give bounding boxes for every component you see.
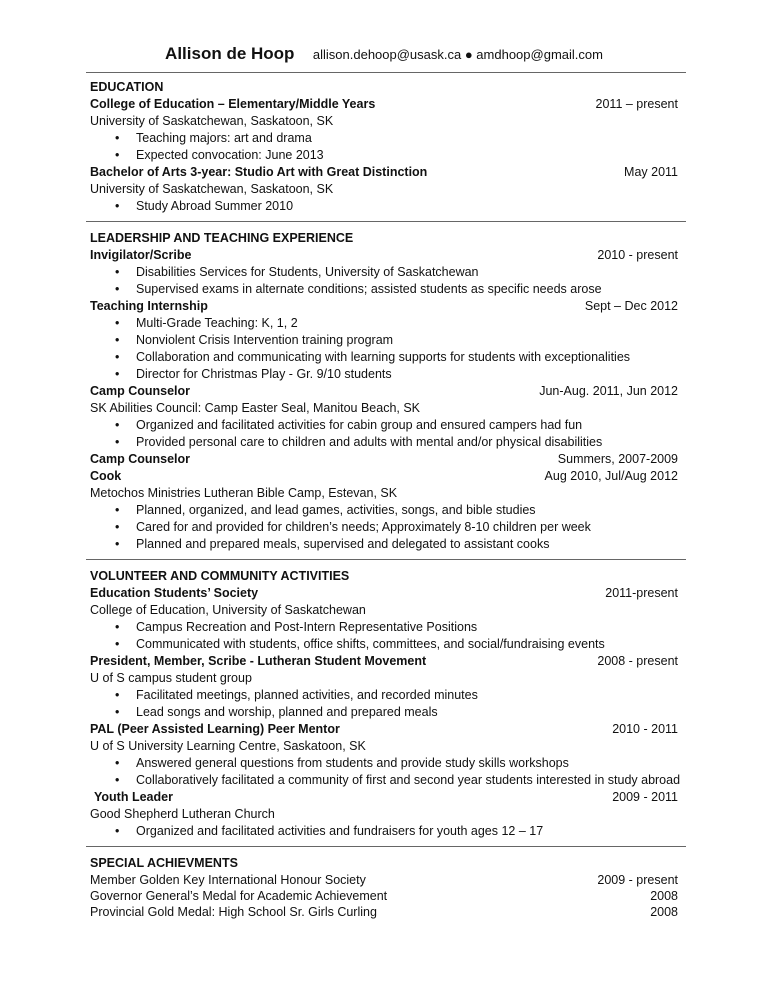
contact-emails: allison.dehoop@usask.ca ● amdhoop@gmail.com (312, 47, 603, 62)
entry-title: Camp Counselor (90, 452, 191, 466)
achievement-date: 2008 (650, 889, 678, 903)
resume-section (90, 568, 682, 840)
resume-section (90, 230, 682, 553)
bullet-item: • Collaboration and communicating with learning supports for students with exceptionalities (90, 349, 682, 366)
resume-header (0, 44, 768, 64)
bullet-item: • Teaching majors: art and drama (90, 130, 682, 147)
section-title: VOLUNTEER AND COMMUNITY ACTIVITIES (90, 569, 350, 583)
entry-title: President, Member, Scribe - Lutheran Student Movement (90, 654, 427, 668)
bullet-item: • Cared for and provided for children’s needs; Approximately 8-10 children per week (90, 519, 682, 536)
bullet-item: • Organized and facilitated activities for cabin group and ensured campers had fun (90, 417, 682, 434)
bullet-item: • Answered general questions from students and provide study skills workshops (90, 755, 682, 772)
bullet-item: • Planned and prepared meals, supervised and delegated to assistant cooks (90, 536, 682, 553)
entry-header-row (90, 451, 682, 468)
entry-title: Education Students’ Society (90, 586, 259, 600)
section-title: LEADERSHIP AND TEACHING EXPERIENCE (90, 231, 354, 245)
entry-organization: College of Education, University of Saskatchewan (90, 603, 366, 617)
entry-title: Youth Leader (94, 790, 173, 804)
bullet-item: • Communicated with students, office shifts, committees, and social/fundraising events (90, 636, 682, 653)
bullet-item: • Facilitated meetings, planned activities, and recorded minutes (90, 687, 682, 704)
section-divider (86, 846, 686, 847)
entry-header-row (90, 96, 682, 113)
achievement-text: Provincial Gold Medal: High School Sr. Girls Curling (90, 905, 377, 919)
achievement-row (90, 872, 682, 888)
resume-section (90, 855, 682, 920)
entry-title: Invigilator/Scribe (90, 248, 192, 262)
section-title: SPECIAL ACHIEVMENTS (90, 856, 238, 870)
entry-bullet-list (90, 315, 682, 383)
entry-header-row (90, 653, 682, 670)
entry-date: Jun-Aug. 2011, Jun 2012 (539, 384, 678, 398)
entry-organization: U of S University Learning Centre, Saskatoon, SK (90, 739, 366, 753)
entry-header-row (90, 383, 682, 400)
entry-date: 2010 - 2011 (612, 722, 678, 736)
entry-date: Summers, 2007-2009 (557, 452, 678, 466)
achievement-row (90, 888, 682, 904)
bullet-item: • Collaboratively facilitated a community of first and second year students interested in study abroad (90, 772, 682, 789)
entry-title: College of Education – Elementary/Middle Years (90, 97, 376, 111)
entry-header-row (90, 468, 682, 485)
entry-title: Camp Counselor (90, 384, 191, 398)
resume-section (90, 79, 682, 215)
bullet-item: • Campus Recreation and Post-Intern Representative Positions (90, 619, 682, 636)
entry-date: 2011 – present (595, 97, 678, 111)
achievement-date: 2009 - present (597, 873, 678, 887)
entry-bullet-list (90, 417, 682, 451)
entry-bullet-list (90, 198, 682, 215)
entry-date: May 2011 (624, 165, 678, 179)
entry-bullet-list (90, 687, 682, 721)
entry-bullet-list (90, 502, 682, 553)
achievement-text: Member Golden Key International Honour Society (90, 873, 366, 887)
achievement-text: Governor General’s Medal for Academic Achievement (90, 889, 388, 903)
entry-date: Aug 2010, Jul/Aug 2012 (544, 469, 678, 483)
bullet-item: • Nonviolent Crisis Intervention training program (90, 332, 682, 349)
bullet-item: • Organized and facilitated activities and fundraisers for youth ages 12 – 17 (90, 823, 682, 840)
entry-date: 2011-present (605, 586, 678, 600)
entry-date: 2010 - present (597, 248, 678, 262)
entry-header-row (90, 298, 682, 315)
entry-header-row (90, 721, 682, 738)
entry-organization: Metochos Ministries Lutheran Bible Camp, Estevan, SK (90, 486, 398, 500)
bullet-item: • Provided personal care to children and adults with mental and/or physical disabilities (90, 434, 682, 451)
entry-title: Teaching Internship (90, 299, 208, 313)
entry-title: Cook (90, 469, 122, 483)
entry-bullet-list (90, 264, 682, 298)
bullet-item: • Expected convocation: June 2013 (90, 147, 682, 164)
bullet-item: • Multi-Grade Teaching: K, 1, 2 (90, 315, 682, 332)
entry-bullet-list (90, 619, 682, 653)
entry-date: 2008 - present (597, 654, 678, 668)
applicant-name: Allison de Hoop (165, 44, 295, 63)
entry-title: PAL (Peer Assisted Learning) Peer Mentor (90, 722, 340, 736)
entry-organization: Good Shepherd Lutheran Church (90, 807, 275, 821)
entry-date: Sept – Dec 2012 (584, 299, 678, 313)
entry-header-row (90, 164, 682, 181)
entry-date: 2009 - 2011 (612, 790, 678, 804)
entry-header-row (90, 585, 682, 602)
entry-organization: U of S campus student group (90, 671, 252, 685)
entry-organization: SK Abilities Council: Camp Easter Seal, Manitou Beach, SK (90, 401, 421, 415)
bullet-item: • Lead songs and worship, planned and prepared meals (90, 704, 682, 721)
section-title: EDUCATION (90, 80, 164, 94)
bullet-item: • Planned, organized, and lead games, activities, songs, and bible studies (90, 502, 682, 519)
bullet-item: • Director for Christmas Play - Gr. 9/10 students (90, 366, 682, 383)
achievement-date: 2008 (650, 905, 678, 919)
bullet-item: • Supervised exams in alternate conditions; assisted students as specific needs arose (90, 281, 682, 298)
entry-organization: University of Saskatchewan, Saskatoon, SK (90, 114, 334, 128)
entry-organization: University of Saskatchewan, Saskatoon, SK (90, 182, 334, 196)
entry-bullet-list (90, 130, 682, 164)
entry-title: Bachelor of Arts 3-year: Studio Art with Great Distinction (90, 165, 428, 179)
section-divider (86, 221, 686, 222)
achievement-row (90, 904, 682, 920)
resume-body (90, 79, 682, 935)
bullet-item: • Study Abroad Summer 2010 (90, 198, 682, 215)
entry-bullet-list (90, 755, 682, 789)
entry-header-row (90, 789, 682, 806)
section-divider (86, 559, 686, 560)
entry-header-row (90, 247, 682, 264)
bullet-item: • Disabilities Services for Students, University of Saskatchewan (90, 264, 682, 281)
entry-bullet-list (90, 823, 682, 840)
header-divider (86, 72, 686, 73)
